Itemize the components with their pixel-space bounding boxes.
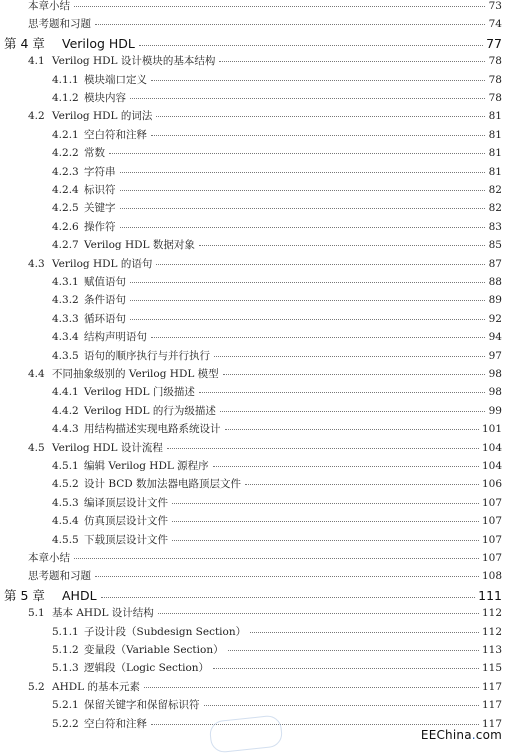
toc-page-number: 107 — [481, 515, 502, 528]
toc-page-number: 78 — [488, 73, 502, 86]
toc-page-number: 83 — [488, 220, 502, 233]
toc-title: 下载顶层设计文件 — [84, 533, 168, 546]
toc-page-number: 112 — [481, 625, 502, 638]
toc-section-number: 5.1.3 — [52, 662, 79, 675]
dot-leader — [74, 5, 485, 7]
toc-title: 子设计段（Subdesign Section） — [84, 625, 247, 638]
toc-title: 思考题和习题 — [28, 570, 91, 583]
toc-row — [0, 294, 502, 307]
toc-title: 空白符和注释 — [84, 128, 147, 141]
toc-title: Verilog HDL 门级描述 — [84, 386, 195, 399]
toc-row — [0, 644, 502, 657]
dot-leader — [219, 60, 485, 62]
dot-leader — [172, 539, 479, 541]
toc-section-number: 5.1.1 — [52, 625, 79, 638]
toc-page-number: 81 — [488, 165, 502, 178]
toc-section-number: 5.2 — [28, 680, 45, 693]
dot-leader — [151, 336, 485, 338]
dot-leader — [156, 115, 485, 117]
toc-section-number: 第 5 章 — [4, 587, 45, 603]
toc-row — [0, 405, 502, 418]
toc-page-number: 81 — [488, 147, 502, 160]
toc-page-number: 117 — [481, 717, 502, 730]
toc-title: 用结构描述实现电路系统设计 — [84, 423, 221, 436]
toc-section-number: 5.2.2 — [52, 717, 79, 730]
toc-row — [0, 497, 502, 510]
toc-chapter-row — [0, 589, 502, 602]
dot-leader — [151, 723, 479, 725]
dot-leader — [245, 483, 479, 485]
dot-leader — [139, 44, 483, 46]
dot-leader — [95, 23, 485, 25]
dot-leader — [204, 704, 479, 706]
toc-section-number: 4.5 — [28, 441, 45, 454]
toc-section-number: 4.4.2 — [52, 404, 79, 417]
toc-page-number: 113 — [481, 644, 502, 656]
toc-page-number: 117 — [481, 680, 502, 693]
toc-section-number: 4.3.1 — [52, 276, 79, 288]
dot-leader — [167, 447, 479, 449]
toc-section-number: 4.3 — [28, 257, 45, 270]
toc-row — [0, 570, 502, 583]
toc-title: 保留关键字和保留标识符 — [84, 699, 200, 712]
dot-leader — [130, 299, 485, 301]
toc-section-number: 4.5.1 — [52, 460, 79, 472]
toc-section-number: 4.5.5 — [52, 533, 79, 546]
toc-section-number: 5.2.1 — [52, 699, 79, 712]
toc-page-number: 89 — [488, 294, 502, 307]
dot-leader — [151, 79, 485, 81]
toc-section-number: 4.4.1 — [52, 386, 79, 399]
toc-section-number: 5.1 — [28, 607, 45, 620]
toc-title: Verilog HDL 的行为级描述 — [84, 404, 216, 417]
toc-row — [0, 202, 502, 215]
toc-title: AHDL 的基本元素 — [52, 680, 140, 693]
toc-title: 本章小结 — [28, 552, 70, 564]
toc-title: 关键字 — [84, 202, 116, 215]
toc-page-number: 104 — [481, 460, 502, 472]
toc-row — [0, 74, 502, 87]
toc-row — [0, 92, 502, 105]
toc-section-number: 4.4 — [28, 368, 45, 380]
dot-leader — [120, 207, 486, 209]
toc-section-number: 4.1.1 — [52, 73, 79, 86]
toc-chapter-row — [0, 37, 502, 50]
toc-page-number: 97 — [488, 349, 502, 362]
toc-page-number: 104 — [481, 441, 502, 454]
toc-title: 标识符 — [84, 184, 116, 196]
toc-title: 基本 AHDL 设计结构 — [52, 607, 154, 620]
toc-title: 模块内容 — [84, 92, 126, 104]
toc-section-number: 4.2 — [28, 110, 45, 123]
toc-page-number: 88 — [488, 276, 502, 288]
toc-title: 赋值语句 — [84, 276, 126, 288]
toc-page-number: 98 — [488, 368, 502, 380]
toc-title: 仿真顶层设计文件 — [84, 515, 168, 528]
toc-row — [0, 184, 502, 197]
toc-page-number: 98 — [488, 386, 502, 399]
toc-page-number: 87 — [488, 257, 502, 270]
toc-row — [0, 607, 502, 620]
dot-leader — [74, 557, 479, 559]
toc-page-number: 81 — [488, 110, 502, 123]
dot-leader — [130, 281, 485, 283]
watermark-dot: . — [471, 728, 476, 742]
dot-leader — [109, 152, 485, 154]
dot-leader — [151, 134, 485, 136]
toc-title: AHDL — [62, 587, 97, 603]
toc-section-number: 4.1 — [28, 55, 45, 68]
toc-page-number: 82 — [488, 202, 502, 215]
toc-section-number: 4.3.2 — [52, 294, 79, 307]
toc-row — [0, 368, 502, 381]
toc-row — [0, 221, 502, 234]
dot-leader — [199, 244, 485, 246]
toc-page-number: 111 — [478, 587, 502, 603]
toc-section-number: 5.1.2 — [52, 644, 79, 656]
toc-row — [0, 478, 502, 491]
toc-row — [0, 515, 502, 528]
dot-leader — [213, 667, 479, 669]
dot-leader — [158, 612, 479, 614]
dot-leader — [225, 428, 479, 430]
toc-title: 思考题和习题 — [28, 18, 91, 31]
toc-section-number: 4.3.5 — [52, 349, 79, 362]
toc-section-number: 4.5.4 — [52, 515, 79, 528]
toc-title: 循环语句 — [84, 312, 126, 325]
dot-leader — [214, 355, 485, 357]
toc-page-number: 115 — [481, 662, 502, 675]
toc-title: 空白符和注释 — [84, 717, 147, 730]
toc-title: 字符串 — [84, 165, 116, 178]
toc-title: Verilog HDL 数据对象 — [84, 239, 195, 252]
dot-leader — [172, 502, 479, 504]
toc-title: 设计 BCD 数加法器电路顶层文件 — [84, 478, 242, 491]
dot-leader — [101, 596, 476, 598]
toc-row — [0, 331, 502, 344]
toc-page-number: 99 — [488, 404, 502, 417]
toc-page-number: 74 — [488, 18, 502, 31]
watermark-suffix: com — [475, 728, 502, 742]
dot-leader — [130, 97, 485, 99]
toc-row — [0, 681, 502, 694]
toc-title: 不同抽象级别的 Verilog HDL 模型 — [52, 368, 219, 380]
toc-page-number: 101 — [481, 423, 502, 436]
toc-row — [0, 699, 502, 712]
toc-title: Verilog HDL — [62, 35, 135, 51]
toc-page-number: 78 — [488, 55, 502, 68]
dot-leader — [228, 649, 479, 651]
toc-title: 操作符 — [84, 220, 116, 233]
toc-row — [0, 0, 502, 13]
toc-title: 逻辑段（Logic Section） — [84, 662, 210, 675]
toc-section-number: 4.2.7 — [52, 239, 79, 252]
dot-leader — [120, 226, 486, 228]
toc-title: 编辑 Verilog HDL 源程序 — [84, 460, 209, 472]
toc-page-number: 117 — [481, 699, 502, 712]
toc-page-number: 94 — [488, 331, 502, 344]
toc-title: 条件语句 — [84, 294, 126, 307]
toc-row — [0, 239, 502, 252]
toc-title: 本章小结 — [28, 0, 70, 12]
toc-row — [0, 276, 502, 289]
toc-section-number: 第 4 章 — [4, 35, 45, 51]
toc-title: 模块端口定义 — [84, 73, 147, 86]
toc-row — [0, 313, 502, 326]
toc-section-number: 4.2.2 — [52, 147, 79, 160]
toc-page-number: 85 — [488, 239, 502, 252]
toc-page-number: 107 — [481, 552, 502, 564]
dot-leader — [223, 373, 485, 375]
toc-title: 常数 — [84, 147, 105, 160]
toc-row — [0, 626, 502, 639]
dot-leader — [199, 391, 485, 393]
toc-section-number: 4.2.3 — [52, 165, 79, 178]
dot-leader — [156, 263, 485, 265]
toc-row — [0, 460, 502, 473]
dot-leader — [130, 318, 485, 320]
toc-row — [0, 350, 502, 363]
dot-leader — [213, 465, 479, 467]
dot-leader — [144, 686, 479, 688]
toc-row — [0, 166, 502, 179]
toc-row — [0, 258, 502, 271]
toc-page-number: 107 — [481, 533, 502, 546]
toc-row — [0, 423, 502, 436]
toc-section-number: 4.2.4 — [52, 184, 79, 196]
dot-leader — [95, 575, 479, 577]
toc-page-number: 108 — [481, 570, 502, 583]
dot-leader — [120, 189, 486, 191]
toc-title: 编译顶层设计文件 — [84, 496, 168, 509]
toc-row — [0, 534, 502, 547]
toc-row — [0, 552, 502, 565]
toc-page-number: 112 — [481, 607, 502, 620]
toc-title: 变量段（Variable Section） — [84, 644, 224, 656]
toc-title: 语句的顺序执行与并行执行 — [84, 349, 210, 362]
toc-row — [0, 442, 502, 455]
toc-section-number: 4.4.3 — [52, 423, 79, 436]
toc-page-number: 92 — [488, 312, 502, 325]
toc-row — [0, 662, 502, 675]
toc-page-number: 107 — [481, 496, 502, 509]
toc-title: Verilog HDL 的语句 — [52, 257, 153, 270]
toc-page-number: 106 — [481, 478, 502, 491]
dot-leader — [250, 631, 479, 633]
toc-page-number: 82 — [488, 184, 502, 196]
toc-section-number: 4.2.6 — [52, 220, 79, 233]
toc-section-number: 4.1.2 — [52, 92, 79, 104]
watermark-brand: EEChina — [420, 728, 472, 742]
toc-page-number: 73 — [488, 0, 502, 12]
toc-row — [0, 129, 502, 142]
watermark — [421, 728, 502, 742]
toc-section-number: 4.2.5 — [52, 202, 79, 215]
toc-title: Verilog HDL 设计流程 — [52, 441, 163, 454]
toc-section-number: 4.3.3 — [52, 312, 79, 325]
toc-page-number: 78 — [488, 92, 502, 104]
toc-row — [0, 18, 502, 31]
toc-title: 结构声明语句 — [84, 331, 147, 344]
toc-row — [0, 110, 502, 123]
toc-section-number: 4.3.4 — [52, 331, 79, 344]
toc-section-number: 4.5.3 — [52, 496, 79, 509]
toc-page-number: 77 — [486, 35, 502, 51]
dot-leader — [120, 171, 486, 173]
toc-row — [0, 147, 502, 160]
toc-row — [0, 386, 502, 399]
toc-title: Verilog HDL 的词法 — [52, 110, 153, 123]
toc-page-number: 81 — [488, 128, 502, 141]
toc-section-number: 4.2.1 — [52, 128, 79, 141]
dot-leader — [172, 520, 479, 522]
toc-title: Verilog HDL 设计模块的基本结构 — [52, 55, 216, 68]
toc-row — [0, 55, 502, 68]
toc-section-number: 4.5.2 — [52, 478, 79, 491]
dot-leader — [220, 410, 485, 412]
